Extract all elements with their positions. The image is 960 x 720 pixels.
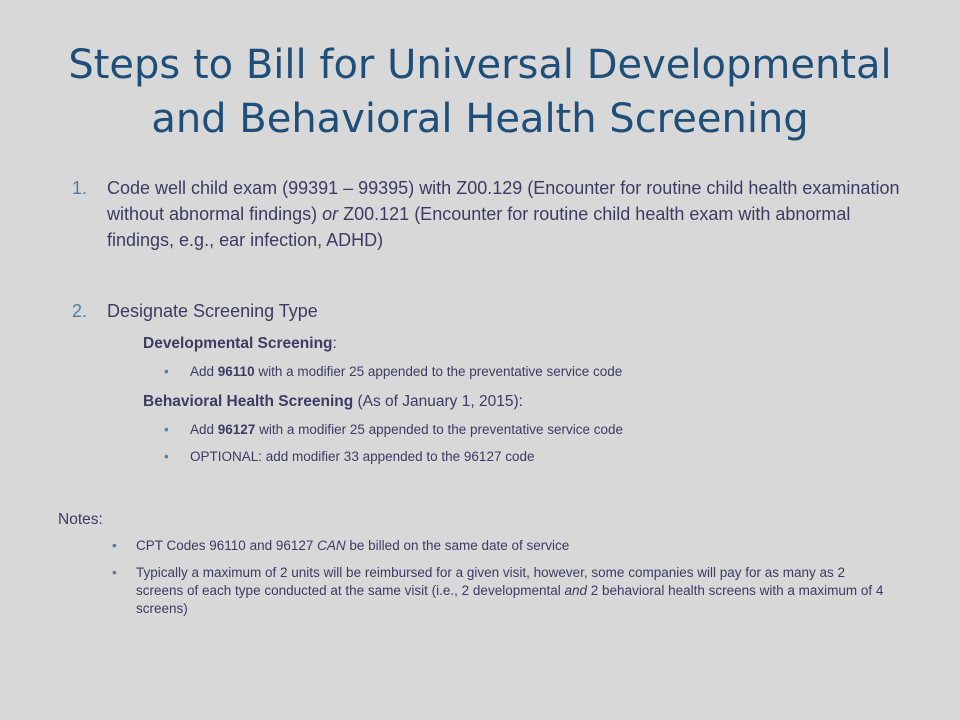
developmental-screening-heading	[143, 334, 337, 354]
beh-bullet-1-code: 96127	[217, 422, 256, 437]
note-2-post: 2 behavioral health screens with a maximum of 4 screens)	[136, 583, 884, 616]
dev-bullet-code: 96110	[217, 364, 255, 379]
bullet-icon: •	[164, 364, 169, 379]
slide-title	[40, 38, 920, 146]
beh-bullet-2-text: OPTIONAL: add modifier 33 appended to the 96127 code	[190, 449, 535, 464]
bullet-icon: •	[112, 538, 117, 553]
step-1-number: 1.	[72, 178, 88, 198]
note-1-pre: CPT Codes 96110 and 96127	[136, 538, 318, 553]
title-line-2: and Behavioral Health Screening	[151, 96, 809, 142]
beh-bullet-1-pre: Add	[190, 422, 218, 437]
step-1-text-pre: Code well child exam (99391 – 99395) with Z00.129 (Encounter for routine child health examination without abnormal findings)	[107, 178, 900, 224]
step-1-text-or: or	[322, 204, 339, 224]
step-2	[72, 298, 912, 324]
step-1-text-post: Z00.121 (Encounter for routine child health exam with abnormal findings, e.g., ear infection, ADHD)	[107, 204, 851, 250]
step-2-number: 2.	[72, 301, 88, 321]
developmental-bullet	[164, 363, 623, 381]
dev-bullet-pre: Add	[190, 364, 218, 379]
behavioral-screening-suffix: (As of January 1, 2015):	[353, 393, 523, 410]
note-bullet-1	[112, 537, 896, 555]
step-2-text: Designate Screening Type	[107, 301, 318, 321]
notes-label: Notes:	[58, 511, 103, 528]
note-2-pre: Typically a maximum of 2 units will be reimbursed for a given visit, however, some companies will pay for as many as 2 screens of each type conducted at the same visit (i.e., 2 developmental	[136, 565, 846, 598]
behavioral-bullet-2	[164, 448, 535, 466]
title-line-1: Steps to Bill for Universal Developmental	[68, 42, 892, 88]
note-2-em: and	[564, 583, 588, 598]
dev-bullet-post: with a modifier 25 appended to the preventative service code	[254, 364, 623, 379]
behavioral-bullet-1	[164, 421, 624, 439]
note-1-em: CAN	[317, 538, 346, 553]
note-1-post: be billed on the same date of service	[345, 538, 570, 553]
beh-bullet-1-post: with a modifier 25 appended to the preventative service code	[255, 422, 624, 437]
developmental-screening-label: Developmental Screening	[143, 335, 333, 352]
bullet-icon: •	[164, 449, 169, 464]
step-1-text	[107, 175, 912, 253]
behavioral-screening-heading	[143, 392, 523, 412]
developmental-screening-colon: :	[332, 335, 337, 352]
bullet-icon: •	[112, 565, 117, 580]
step-1	[72, 175, 912, 253]
bullet-icon: •	[164, 422, 169, 437]
behavioral-screening-label: Behavioral Health Screening	[143, 393, 354, 410]
note-bullet-2	[112, 564, 896, 618]
